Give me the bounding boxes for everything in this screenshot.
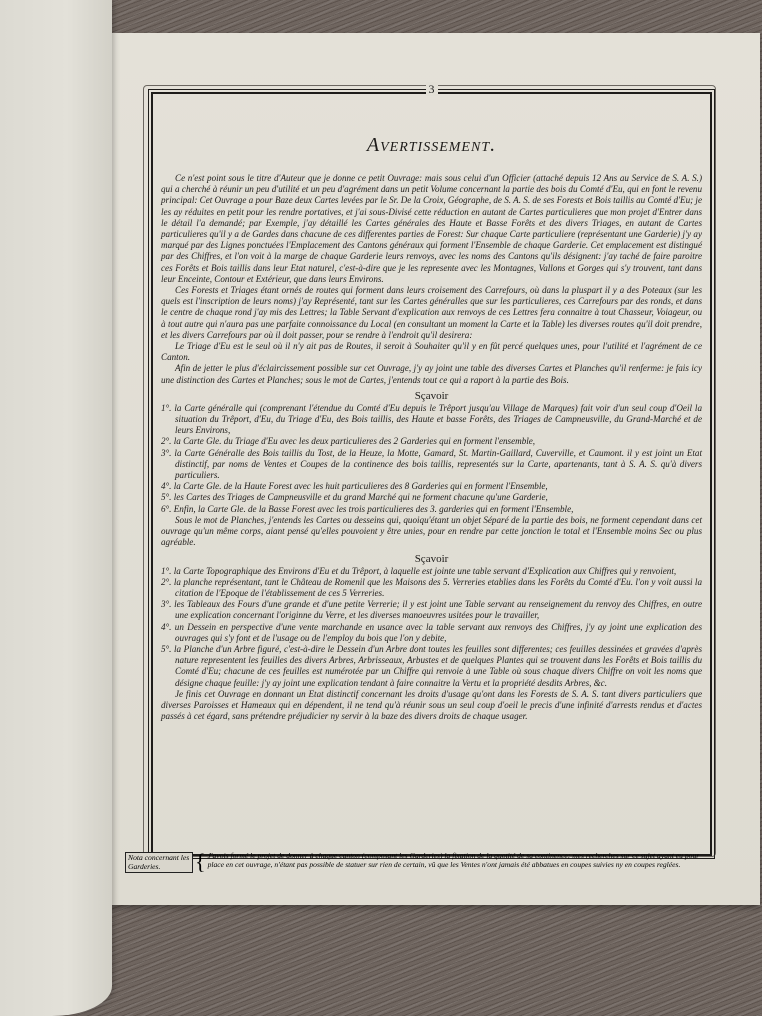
paragraph: Ce n'est point sous le titre d'Auteur que je donne ce petit Ouvrage: mais sous celui d'un Officier (attaché depuis 12 Ans au Service de S. A. S.) qui a cherché à réunir un peu d'utilité et un peu d'agrément dans un petit Volume concernant la partie des bois du Comté d'Eu, qui en font le revenu principal: Cet Ouvrage a pour Baze deux Cartes levées par le Sr. De la Croix, Géographe, de S. A. S. de ses Forests et Bois taillis au Comté d'Eu; je les ay réduites en petit pour les rendre portatives, et j'ai sous-Divisé cette réduction en autant de Cartes particulieres que mon projet d'Entrer dans le détail l'a demandé; par Exemple, j'ay détaillé les Cartes générales des Haute et Basse Forêts et des divers Triages, en autant de Cartes particulieres qu'il y a de Gardes dans chacune de ces differentes parties de Forest: Sur chaque Carte particuliere (représentant une Garderie) j'y ay marqué par des Lignes ponctuées l'Emplacement des Cantons généraux qui forment l'Ensemble de chaque Garderie. Cet emplacement est distingué par des Chiffres, et l'on voit à la marge de chaque Garderie leurs renvoys, avec les noms des Cantons qu'ils désignent: j'ay taché de faire paroitre ces Forêts et Bois taillis dans leur Etat naturel, c'est-à-dire que je les represente avec les Montagnes, Vallons et Gorges qui s'y trouvent, tant dans leur Enceinte, Contour et Extérieur, que dans leurs Environs. [161, 173, 702, 284]
list-item: 5°. les Cartes des Triages de Campneusville et du grand Marché qui ne forment chacune qu'une Garderie, [161, 492, 548, 503]
footnote-label: Nota concernant les Garderies. [125, 852, 193, 873]
list-item: 1°. la Carte Topographique des Environs d'Eu et du Trêport, à laquelle est jointe une table servant d'Explication aux Chiffres qui y renvoient, [161, 565, 677, 576]
list-item: 5°. la Planche d'un Arbre figuré, c'est-à-dire le Dessein d'un Arbre dont toutes les feuilles sont differentes; ces feuilles dessinées et gravées d'après nature representent les feuilles des divers Arbres, Arbrisseaux, Arbustes et de quelques Plantes qui se trouvent dans les Forêts et Bois taillis du Comté d'Eu; chacune de ces feuilles est numérotée par un Chiffre qui renvoie à une Table où sous chaque divers Chiffre on voit les noms que désigne chaque feuille: j'y ay joint une explication tendant à faire connaitre la Vertu et la propriété desdits Arbres, &c. [161, 643, 702, 688]
list-item: 1°. la Carte généralle qui (comprenant l'étendue du Comté d'Eu depuis le Trêport jusqu'au Village de Marques) fait voir d'un seul coup d'Oeil la situation du Trêport, d'Eu, du Triage d'Eu, des Bois taillis, des Haute et basse Forêts, des Triages de Campneusville, du Grand-Marché et de leurs Environs, [161, 402, 702, 436]
page-number-text: 3 [426, 82, 438, 96]
section-heading: Sçavoir [414, 389, 449, 402]
list-item: 3°. la Carte Généralle des Bois taillis du Tost, de la Heuze, la Motte, Gamard, St. Martin-Gaillard, Cuverville, et Caumont. il y est joint un Etat distinctif, par noms de Ventes et Coupes de la continence des bois taillis, representés sur la Carte, apartenants, tant à S. A. S. qu'à divers particuliers. [161, 447, 702, 481]
footnote-text: J'avois formé le projet de donner à chaque canton (composant les Garderies) la fixation de la quotité de sa continence; mes recherches sur ce sujet ayant eu pour place en cet ouvrage, n'étant pas possible de statuer sur rien de certain, vû que les Ventes n'ont jamais été abbatues en coupes suivies ny en coupes reglées. [207, 851, 700, 869]
list-item: 2°. la planche représentant, tant le Château de Romenil que les Maisons des 5. Verreries etablies dans les Forêts du Comté d'Eu. l'on y voit aussi la citation de l'Epoque de l'établissement de ces 5 Verreries. [161, 576, 702, 598]
paragraph: Sous le mot de Planches, j'entends les Cartes ou desseins qui, quoiqu'étant un objet Séparé de la partie des bois, ne forment cependant dans cet ouvrage qu'un même corps, aiant pensé qu'elles pouvoient y être unies, pour en rendre par cette jonction le total et l'Ensemble moins Sec ou plus agréable. [161, 514, 702, 548]
left-page-edge [0, 0, 112, 1016]
list-item: 6°. Enfin, la Carte Gle. de la Basse Forest avec les trois particulieres des 3. garderies qui en forment l'Ensemble, [161, 503, 574, 514]
engraved-frame [128, 82, 712, 874]
page-content [161, 124, 702, 722]
paragraph: Ces Forests et Triages étant ornés de routes qui forment dans leurs croisement des Carrefours, où dans la pluspart il y a des Poteaux (sur les quels est l'inscription de leurs noms) j'ay Représenté, tant sur les Cartes généralles que sur les particulieres, ces Carrefours par des ronds, et dans le centre de chaque rond j'ay mis des Lettres; la Table Servant d'explication aux renvoys de ces Lettres fera connaitre à tout Chasseur, Voiageur, ou à tout autre qui n'aura pas une parfaite connoissance du Local (en consultant un moment la Carte et la Table) les diverses routes qu'il doit prendre, et les divers Carrefours par où il doit passer, pour se rendre à l'endroit qu'il desirera: [161, 285, 702, 340]
list-item: 2°. la Carte Gle. du Triage d'Eu avec les deux particulieres des 2 Garderies qui en forment l'ensemble, [161, 436, 536, 447]
footnote [125, 849, 712, 878]
paragraph: Afin de jetter le plus d'éclaircissement possible sur cet Ouvrage, j'y ay joint une table des diverses Cartes et Planches qu'il renferme: je fais icy une distinction des Cartes et Planches; sous le mot de Cartes, j'entends tout ce qui a raport à la partie des Bois. [161, 363, 702, 385]
section-heading: Sçavoir [414, 552, 449, 565]
page-number [153, 82, 710, 97]
page-title: Avertissement. [366, 134, 497, 156]
brace-icon: { [195, 849, 206, 874]
list-item: 3°. les Tableaux des Fours d'une grande et d'une petite Verrerie; il y est joint une Table servant au renseignement du renvoy des Chiffres, en outre une explication concernant l'originne du Verre, et les diverses manoeuvres usitées pour le travailler, [161, 599, 702, 621]
paragraph: Le Triage d'Eu est le seul où il n'y ait pas de Routes, il seroit à Souhaiter qu'il y en fût percé quelques unes, pour l'utilité et l'agrément de ce Canton. [161, 341, 702, 363]
paragraph: Je finis cet Ouvrage en donnant un Etat distinctif concernant les droits d'usage qu'ont dans les Forests de S. A. S. tant divers particuliers que diverses Paroisses et Hameaux qui en dépendent, il ne tend qu'à réunir sous un seul coup d'oeil le precis d'une infinité d'arrests rendus et d'actes passés à cet égard, sans prétendre préjudicier ny servir à la baze des divers droits de chaque usager. [161, 688, 702, 722]
list-item: 4°. la Carte Gle. de la Haute Forest avec les huit particulieres des 8 Garderies qui en forment l'Ensemble, [161, 481, 548, 492]
list-item: 4°. un Dessein en perspective d'une vente marchande en usance avec la table servant aux renvoys des Chiffres, j'y ay joint une explication des ouvrages qui s'y font et de l'usage ou de l'employ du bois que l'on y debite, [161, 621, 702, 643]
